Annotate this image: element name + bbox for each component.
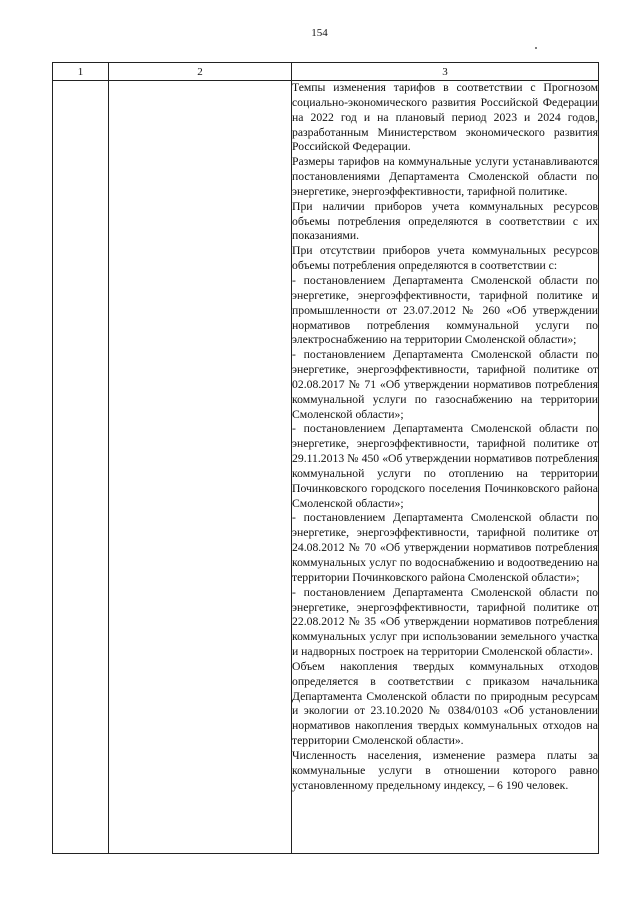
paragraph-tariff-sizes: Размеры тарифов на коммунальные услуги устанавливаются постановлениями Департамента Смоленской области по энергетике, энергоэффективности, тарифной политике.: [292, 155, 598, 198]
paragraph-meters-present: При наличии приборов учета коммунальных ресурсов объемы потребления определяются в соответствии с их показаниями.: [292, 199, 598, 243]
header-col-2: 2: [109, 63, 292, 81]
paragraph-decree-water: - постановлением Департамента Смоленской области по энергетике, энергоэффективности, тарифной политике от 24.08.2012 № 70 «Об утверждении нормативов потребления коммунальных услуг по водоснабжению и водоотведению на территории Починковского района Смоленской области»;: [292, 511, 598, 584]
document-table: [52, 62, 599, 854]
cell-col-3: [292, 81, 599, 854]
cell-col-2: [109, 81, 292, 854]
header-col-1: 1: [53, 63, 109, 81]
paragraph-meters-absent: При отсутствии приборов учета коммунальных ресурсов объемы потребления определяются в соответствии с:: [292, 244, 598, 273]
paragraph-decree-electricity: - постановлением Департамента Смоленской области по энергетике, энергоэффективности, тарифной политике и промышленности от 23.07.2012 № 260 «Об утверждении нормативов потребления коммунальной услуги по электроснабжению на территории Смоленской области»;: [292, 273, 598, 347]
cell-col-1: [53, 81, 109, 854]
header-row: [53, 63, 599, 81]
paragraph-decree-heating: - постановлением Департамента Смоленской области по энергетике, энергоэффективности, тарифной политике от 29.11.2013 № 450 «Об утверждении нормативов потребления коммунальной услуги по отоплению на территории Починковского городского поселения Починковского района Смоленской области»;: [292, 422, 598, 510]
paragraph-decree-gas: - постановлением Департамента Смоленской области по энергетике, энергоэффективности, тарифной политике от 02.08.2017 № 71 «Об утверждении нормативов потребления коммунальной услуги по газоснабжению на территории Смоленской области»;: [292, 348, 598, 421]
scan-mark: [535, 47, 537, 49]
content-row: [53, 81, 599, 854]
page-number: 154: [311, 27, 328, 39]
paragraph-tariff-dynamics: Темпы изменения тарифов в соответствии с Прогнозом социально-экономического развития Российской Федерации на 2022 год и на плановый период 2023 и 2024 годов, разработанным Министерством экономического развития Российской Федерации.: [292, 81, 598, 154]
paragraph-population: Численность населения, изменение размера платы за коммунальные услуги в отношении которого равно установленному предельному индексу, – 6 190 человек.: [292, 748, 598, 792]
header-col-3: 3: [292, 63, 599, 81]
paragraph-solid-waste: Объем накопления твердых коммунальных отходов определяется в соответствии с приказом начальника Департамента Смоленской области по природным ресурсам и экологии от 23.10.2020 № 0384/0103 «Об установлении нормативов накопления твердых коммунальных отходов на территории Смоленской области».: [292, 659, 598, 748]
paragraph-decree-land: - постановлением Департамента Смоленской области по энергетике, энергоэффективности, тарифной политике от 22.08.2012 № 35 «Об утверждении нормативов потребления коммунальных услуг при использовании земельного участка и надворных построек на территории Смоленской области».: [292, 585, 598, 659]
